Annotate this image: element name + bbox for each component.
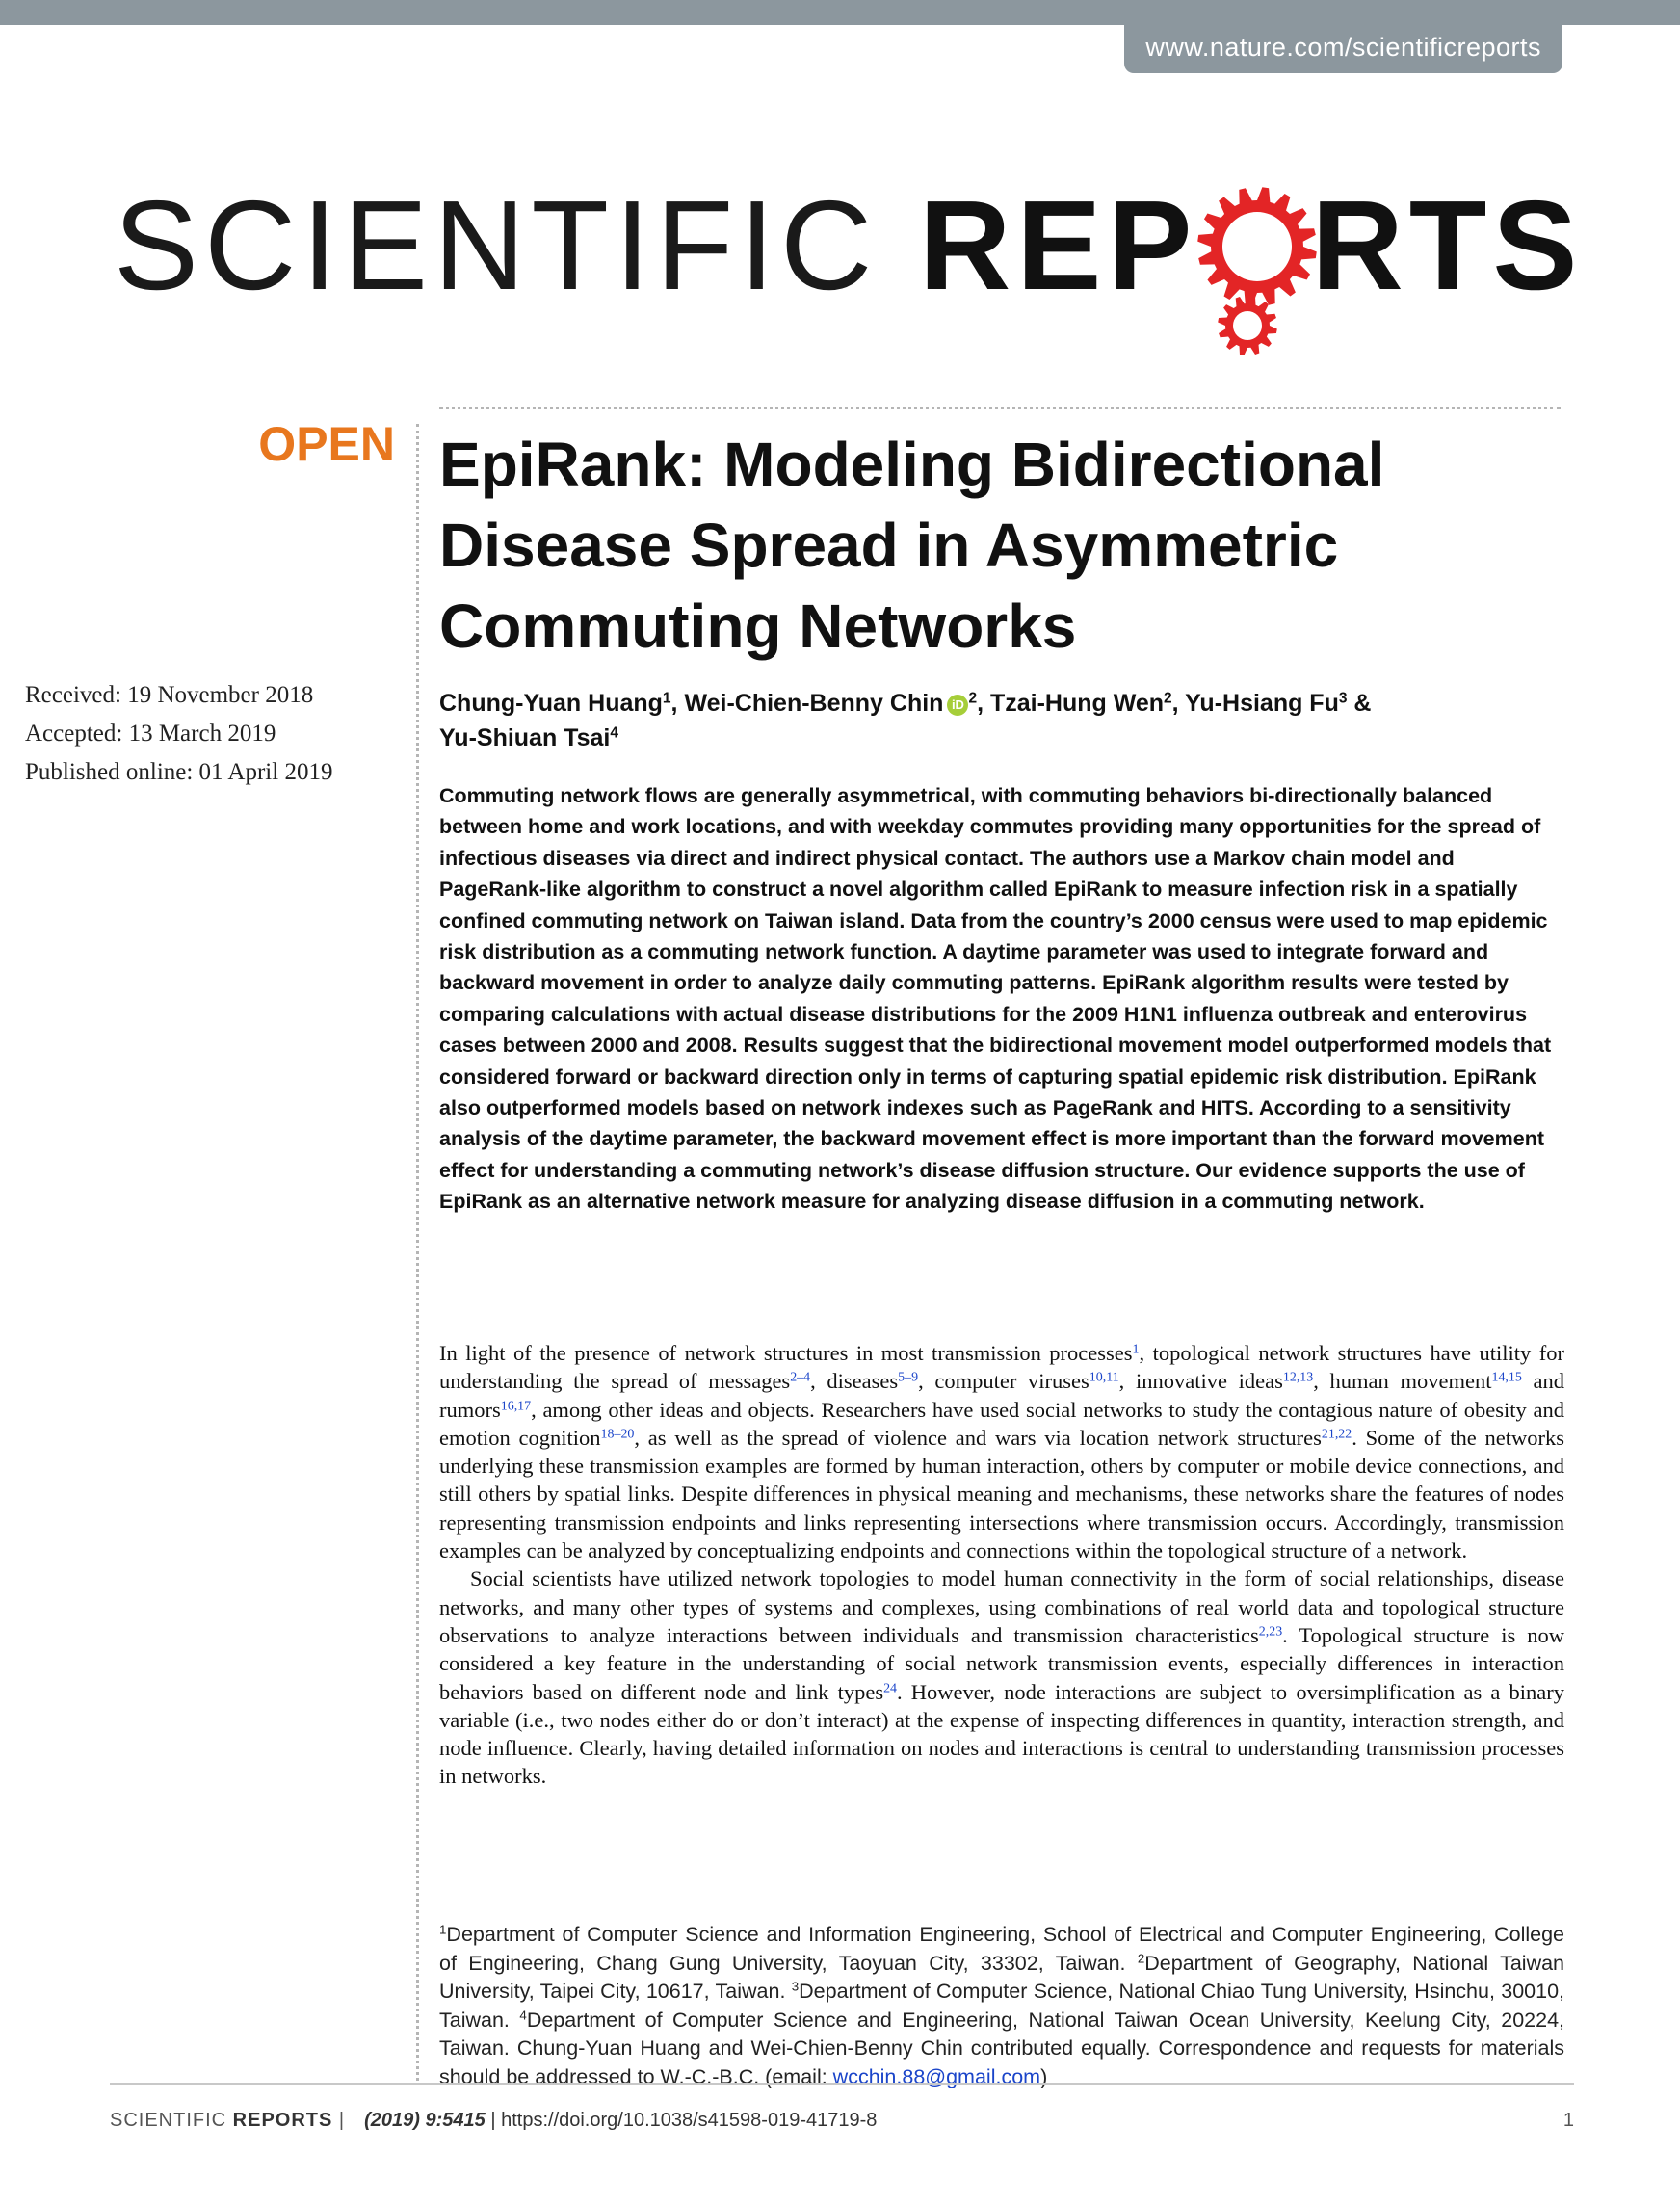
- article-dates: [25, 676, 410, 792]
- footer-citation: (2019) 9:5415: [364, 2110, 486, 2131]
- citation-ref[interactable]: 2,23: [1258, 1624, 1283, 1640]
- author-affiliation: 3: [1338, 690, 1348, 707]
- text-run: and rumors: [439, 1369, 1565, 1422]
- affil-3: Department of Computer Science, National Chiao Tung University, Hsinchu, 30010, Taiwan.: [439, 1980, 1564, 2032]
- published-date: Published online: 01 April 2019: [25, 759, 333, 785]
- citation-ref[interactable]: 2–4: [790, 1370, 811, 1385]
- abstract: Commuting network flows are generally asymmetrical, with commuting behaviors bi-directionally balanced between home and work locations, and with weekday commutes providing many opportunities for the spread of infectious diseases via direct and indirect physical contact. The authors use a Markov chain model and PageRank-like algorithm to construct a novel algorithm called EpiRank to measure infection risk in a spatially confined commuting network on Taiwan island. Data from the country’s 2000 census were used to map epidemic risk distribution as a commuting network function. A daytime parameter was used to integrate forward and backward movement in order to analyze daily commuting patterns. EpiRank algorithm results were tested by comparing calculations with actual disease distributions for the 2009 H1N1 influenza outbreak and enterovirus cases between 2000 and 2008. Results suggest that the bidirectional movement model outperformed models that considered forward or backward direction only in terms of capturing spatial epidemic risk distribution. EpiRank also outperformed models based on network indexes such as PageRank and HITS. According to a sensitivity analysis of the daytime parameter, the backward movement effect is more important than the forward movement effect for understanding a commuting network’s disease diffusion structure. Our evidence supports the use of EpiRank as an alternative network measure for analyzing disease diffusion in a commuting network.: [439, 784, 1552, 1214]
- author-affiliation: 2: [968, 690, 978, 707]
- footer-journal: [110, 2110, 345, 2131]
- text-run: . However, node interactions are subject to oversimplification as a binary variable (i.e., two nodes either do or don’t interact) at the expense of inspecting differences in quantity, interaction strength, and node influence. Clearly, having detailed information on nodes and interactions is central to understanding transmission processes in networks.: [439, 1679, 1564, 1789]
- column-divider: [416, 424, 419, 2081]
- author-affiliation: 4: [610, 724, 618, 742]
- page-footer: [110, 2110, 1574, 2132]
- body-paragraph: [439, 1564, 1564, 1790]
- affil-close: ): [1040, 2064, 1048, 2088]
- author-name: Yu-Shiuan Tsai: [439, 724, 611, 751]
- citation-ref[interactable]: 21,22: [1321, 1427, 1352, 1442]
- citation-ref[interactable]: 10,11: [1089, 1370, 1119, 1385]
- gear-cog: [1198, 187, 1318, 306]
- author-affiliation: 1: [662, 690, 671, 707]
- author-name: Tzai-Hung Wen: [989, 690, 1165, 717]
- author-name: Yu-Hsiang Fu: [1185, 690, 1339, 717]
- affil-marker: 2: [1137, 1951, 1145, 1966]
- text-run: In light of the presence of network structures in most transmission processes: [439, 1341, 1133, 1365]
- text-run: . Some of the networks underlying these transmission examples are formed by human interaction, others by computer or mobile device connections, and still others by spatial links. Despite differences in physical meaning and mechanisms, these networks share the features of nodes representing transmission endpoints and links representing intersections where transmission occurs. Accordingly, transmission examples can be analyzed by conceptualizing endpoints and connections within the topological structure of a network.: [439, 1425, 1565, 1563]
- citation-ref[interactable]: 16,17: [500, 1398, 532, 1413]
- text-run: , topological network structures have utility for understanding the spread of messages: [439, 1341, 1564, 1394]
- text-run: , innovative ideas: [1118, 1369, 1283, 1394]
- text-run: , as well as the spread of violence and wars via location network structures: [634, 1425, 1322, 1450]
- text-run: , diseases: [810, 1369, 899, 1394]
- author-name: Chung-Yuan Huang: [439, 690, 663, 717]
- author-list: [439, 686, 1557, 755]
- citation-ref[interactable]: 18–20: [600, 1427, 635, 1442]
- footer-journal-bold: REPORTS: [232, 2110, 333, 2131]
- masthead-scientific: SCIENTIFIC: [114, 174, 920, 316]
- text-run: . Topological structure is now considered a key feature in the understanding of social network transmission events, especially differences in interaction behaviors based on different node and link types: [439, 1622, 1564, 1704]
- gear-cog: [1219, 296, 1278, 355]
- text-run: , computer viruses: [918, 1369, 1089, 1394]
- correspondence-email[interactable]: wcchin.88@gmail.com: [832, 2064, 1041, 2088]
- received-date: Received: 19 November 2018: [25, 682, 314, 708]
- affil-2: Department of Geography, National Taiwan University, Taipei City, 10617, Taiwan.: [439, 1951, 1565, 2003]
- affiliations: [439, 1921, 1564, 2091]
- journal-masthead: [114, 173, 1583, 337]
- citation-ref[interactable]: 24: [883, 1680, 898, 1695]
- masthead-rts: RTS: [1311, 174, 1584, 316]
- text-run: , human movement: [1313, 1369, 1492, 1394]
- main-text: [439, 1339, 1564, 1791]
- author-separator: ,: [1171, 690, 1186, 717]
- footer-separator: |: [332, 2110, 346, 2131]
- author-separator: ,: [977, 690, 990, 717]
- footer-doi[interactable]: | https://doi.org/10.1038/s41598-019-41719-8: [485, 2110, 878, 2131]
- affil-marker: 4: [519, 2008, 527, 2023]
- footer-divider: [110, 2083, 1574, 2085]
- article-title: EpiRank: Modeling Bidirectional Disease Spread in Asymmetric Commuting Networks: [439, 430, 1385, 661]
- author-separator: &: [1347, 690, 1372, 717]
- top-bar: [0, 0, 1680, 25]
- affil-marker: 1: [439, 1922, 447, 1937]
- citation-ref[interactable]: 14,15: [1491, 1370, 1522, 1385]
- affil-4: Department of Computer Science and Engineering, National Taiwan Ocean University, Keelung City, 20224, Taiwan. Chung-Yuan Huang and Wei-Chien-Benny Chin contributed equally. Correspondence and requests for materials should be addressed to W.-C.-B.C. (email:: [439, 2008, 1564, 2088]
- body-paragraph: [439, 1339, 1564, 1564]
- gear-icon: [1197, 173, 1311, 318]
- citation-ref[interactable]: 12,13: [1282, 1370, 1314, 1385]
- masthead-rep: REP: [919, 174, 1198, 316]
- journal-url[interactable]: www.nature.com/scientificreports: [1124, 25, 1562, 73]
- text-run: Social scientists have utilized network topologies to model human connectivity in the form of social relationships, disease networks, and many other types of systems and complexes, using combinations of real world data and topological structure observations to analyze interactions between individuals and transmission characteristics: [439, 1566, 1564, 1647]
- affil-1: Department of Computer Science and Information Engineering, School of Electrical and Computer Engineering, College of Engineering, Chang Gung University, Taoyuan City, 33302, Taiwan.: [439, 1923, 1564, 1975]
- citation-ref[interactable]: 5–9: [898, 1370, 919, 1385]
- footer-journal-light: SCIENTIFIC: [110, 2110, 233, 2131]
- text-run: , among other ideas and objects. Researchers have used social networks to study the contagious nature of obesity and emotion cognition: [439, 1397, 1564, 1450]
- orcid-icon[interactable]: iD: [947, 695, 968, 716]
- accepted-date: Accepted: 13 March 2019: [25, 721, 276, 747]
- open-access-label: OPEN: [258, 417, 395, 471]
- author-separator: ,: [670, 690, 685, 717]
- author-name: Wei-Chien-Benny Chin: [684, 690, 944, 717]
- affil-marker: 3: [791, 1979, 800, 1994]
- author-affiliation: 2: [1164, 690, 1172, 707]
- header-divider: [439, 407, 1561, 409]
- citation-ref[interactable]: 1: [1132, 1342, 1140, 1357]
- page-number: 1: [1562, 2110, 1574, 2131]
